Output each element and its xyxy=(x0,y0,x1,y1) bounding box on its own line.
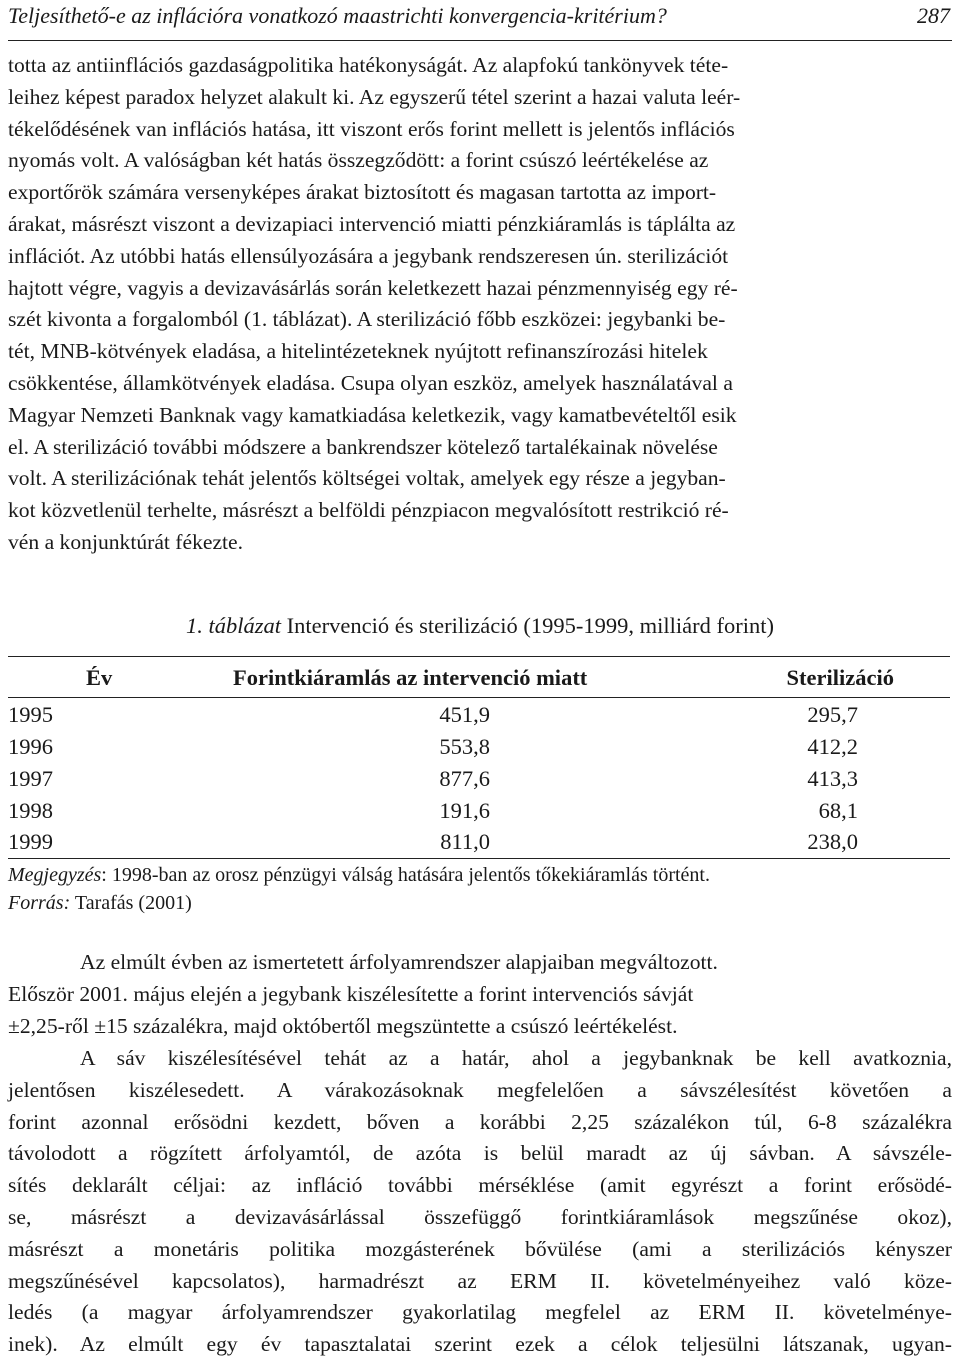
text-line: megszűnésével kapcsolatos), harmadrészt az ERM II. követelményeihez való köze- xyxy=(8,1268,952,1293)
table-bottom-rule xyxy=(8,858,950,859)
cell-year: 1996 xyxy=(8,734,53,759)
text-line: A sáv kiszélesítésével tehát az a határ, ahol a jegybanknak be kell avatkoznia, xyxy=(80,1046,952,1070)
text-line: jelentősen kiszélesedett. A várakozásoknak megfelelően a sávszélesítést követően a xyxy=(8,1077,952,1102)
text-line: se, másrészt a devizavásárlással összefüggő forintkiáramlások megszűnése okoz), xyxy=(8,1204,952,1229)
text-line: kot közvetlenül terhelte, másrészt a belföldi pénzpiacon megvalósított restrikció ré- xyxy=(8,498,729,523)
text-line: nyomás volt. A valóságban két hatás összegződött: a forint csúszó leértékelése az xyxy=(8,148,709,173)
cell-outflow: 553,8 xyxy=(439,734,490,759)
cell-sterilization: 238,0 xyxy=(807,829,858,854)
table-caption xyxy=(0,610,960,642)
table-note-label: Megjegyzés xyxy=(8,864,102,886)
text-line: exportőrök számára versenyképes árakat biztosított és magasan tartotta az import- xyxy=(8,180,717,205)
table-header-sterilization: Sterilizáció xyxy=(786,665,894,690)
text-line: inek). Az elmúlt egy év tapasztalatai szerint ezek a célok teljesülni látszanak, ugyan- xyxy=(8,1332,952,1357)
table-source-label: Forrás: xyxy=(8,892,71,914)
text-line: Az elmúlt évben az ismertetett árfolyamrendszer alapjaiban megváltozott. xyxy=(80,950,718,974)
text-line: ledés (a magyar árfolyamrendszer gyakorlatilag megfelel az ERM II. követelménye- xyxy=(8,1300,952,1325)
text-line: el. A sterilizáció további módszere a bankrendszer kötelező tartalékainak növelése xyxy=(8,434,718,459)
text-line: hajtott végre, vagyis a devizavásárlás során keletkezett hazai pénzmennyiség egy ré- xyxy=(8,275,738,300)
paragraph-band-widening xyxy=(8,1043,952,1361)
cell-year: 1997 xyxy=(8,766,53,791)
text-line: másrészt a monetáris politika mozgásterének bővülése (ami a sterilizációs kényszer xyxy=(8,1236,952,1261)
text-line: ±2,25-ről ±15 százalékra, majd októbertől megszüntette a csúszó leértékelést. xyxy=(8,1013,678,1038)
cell-year: 1999 xyxy=(8,829,53,854)
text-line: Magyar Nemzeti Banknak vagy kamatkiadása keletkezik, vagy kamatbevételtől esik xyxy=(8,402,737,427)
text-line: tét, MNB-kötvények eladása, a hitelintézeteknek nyújtott refinanszírozási hitelek xyxy=(8,339,708,364)
text-line: távolodott a rögzített árfolyamtól, de azóta is belül maradt az új sávban. A sávszéle- xyxy=(8,1141,952,1166)
cell-sterilization: 413,3 xyxy=(807,766,858,791)
text-line: szét kivonta a forgalomból (1. táblázat). A sterilizáció főbb eszközei: jegybanki be- xyxy=(8,307,726,332)
table-row xyxy=(8,763,950,794)
text-line: Először 2001. május elején a jegybank kiszélesítette a forint intervenciós sávját xyxy=(8,981,694,1006)
text-line: csökkentése, államkötvények eladása. Csupa olyan eszköz, amelyek használatával a xyxy=(8,370,733,395)
table-source-text: Tarafás (2001) xyxy=(70,892,192,914)
paragraph-sterilization xyxy=(8,50,952,559)
text-line: vén a konjunktúrát fékezte. xyxy=(8,529,244,554)
table-row xyxy=(8,795,950,826)
cell-year: 1995 xyxy=(8,702,53,727)
table-note xyxy=(8,861,710,889)
table-note-text: : 1998-ban az orosz pénzügyi válság hatására jelentős tőkekiáramlás történt. xyxy=(101,864,710,886)
table-row xyxy=(8,826,950,857)
cell-sterilization: 295,7 xyxy=(807,702,858,727)
cell-sterilization: 412,2 xyxy=(807,734,858,759)
table-top-rule xyxy=(8,656,950,657)
table-source xyxy=(8,889,192,917)
cell-outflow: 191,6 xyxy=(439,798,490,823)
cell-outflow: 811,0 xyxy=(440,829,490,854)
cell-year: 1998 xyxy=(8,798,53,823)
table-header-outflow: Forintkiáramlás az intervenció miatt xyxy=(233,665,588,690)
text-line: forint azonnal erősödni kezdett, bőven a korábbi 2,25 százalékon túl, 6-8 százalékra xyxy=(8,1109,952,1134)
cell-sterilization: 68,1 xyxy=(818,798,858,823)
page-number: 287 xyxy=(917,3,950,28)
table-row xyxy=(8,731,950,762)
table-caption-label: 1. táblázat xyxy=(186,613,282,638)
header-title: Teljesíthető-e az inflációra vonatkozó maastrichti konvergencia-kritérium? xyxy=(8,3,667,28)
running-header xyxy=(8,0,952,41)
table-header-rule xyxy=(8,697,950,698)
text-line: sítés deklarált céljai: az infláció további mérséklése (amit egyrészt a forint erősödé- xyxy=(8,1173,952,1198)
text-line: árakat, másrészt viszont a devizapiaci intervenció miatti pénzkiáramlás is táplálta az xyxy=(8,211,736,236)
table-row xyxy=(8,699,950,730)
text-line: volt. A sterilizációnak tehát jelentős költségei voltak, amelyek egy része a jegyban- xyxy=(8,466,726,491)
paragraph-band-change xyxy=(8,947,952,1042)
text-line: totta az antiinflációs gazdaságpolitika hatékonyságát. Az alapfokú tankönyvek téte- xyxy=(8,53,729,77)
cell-outflow: 877,6 xyxy=(439,766,490,791)
cell-outflow: 451,9 xyxy=(439,702,490,727)
table-caption-text: Intervenció és sterilizáció (1995-1999, milliárd forint) xyxy=(286,613,774,638)
text-line: tékelődésének van inflációs hatása, itt viszont erős forint mellett is jelentős inflációs xyxy=(8,116,735,141)
table-header-year: Év xyxy=(86,665,113,690)
text-line: leihez képest paradox helyzet alakult ki. Az egyszerű tétel szerint a hazai valuta leér- xyxy=(8,84,741,109)
text-line: inflációt. Az utóbbi hatás ellensúlyozására a jegybank rendszeresen ún. sterilizációt xyxy=(8,243,729,268)
